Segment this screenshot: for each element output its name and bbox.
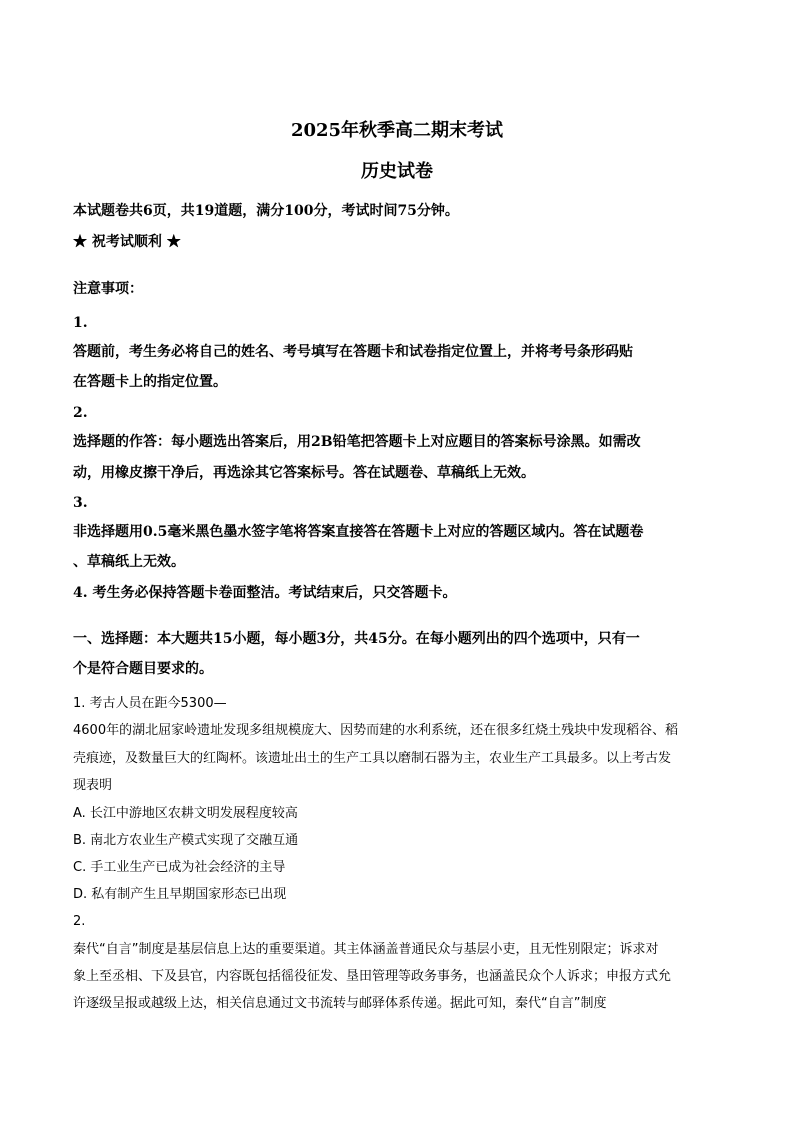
q1-option-a: A. 长江中游地区农耕文明发展程度较高: [73, 806, 298, 821]
notice-item2-line1: 选择题的作答：每小题选出答案后，用2B铅笔把答题卡上对应题目的答案标号涂黑。如需改: [73, 434, 641, 450]
notice-item1-line1: 答题前，考生务必将自己的姓名、考号填写在答题卡和试卷指定位置上，并将考号条形码贴: [73, 344, 633, 360]
section1-heading-line1: 一、选择题：本大题共15小题，每小题3分，共45分。在每小题列出的四个选项中，只有一: [73, 631, 640, 647]
q1-line4: 现表明: [73, 778, 113, 793]
notice-item1-number: 1.: [73, 315, 88, 331]
notice-item1-line2: 在答题卡上的指定位置。: [73, 374, 227, 390]
q2-line1: 秦代“自言”制度是基层信息上达的重要渠道。其主体涵盖普通民众与基层小吏，且无性别限定；诉求对: [73, 942, 659, 957]
intro-info: 本试题卷共6页，共19道题，满分100分，考试时间75分钟。: [73, 203, 459, 219]
notice-item3-line2: 、草稿纸上无效。: [73, 554, 185, 570]
q1-option-c: C. 手工业生产已成为社会经济的主导: [73, 860, 286, 875]
section1-heading-line2: 个是符合题目要求的。: [73, 661, 213, 677]
notice-item3-number: 3.: [73, 495, 88, 511]
intro-wish: ★ 祝考试顺利 ★: [73, 234, 181, 250]
q1-option-d: D. 私有制产生且早期国家形态已出现: [73, 887, 287, 902]
q2-line2: 象上至丞相、下及县官，内容既包括徭役征发、垦田管理等政务事务，也涵盖民众个人诉求；申报方式允: [73, 969, 672, 984]
q2-line3: 许逐级呈报或越级上达，相关信息通过文书流转与邮驿体系传递。据此可知，秦代“自言”制度: [73, 996, 607, 1011]
q1-line2: 4600年的湖北屈家岭遗址发现多组规模庞大、因势而建的水利系统，还在很多红烧土残块中发现稻谷、稻: [73, 723, 679, 738]
notice-item3-line1: 非选择题用0.5毫米黑色墨水签字笔将答案直接答在答题卡上对应的答题区域内。答在试题卷: [73, 524, 644, 540]
q1-line3: 壳痕迹，及数量巨大的红陶杯。该遗址出土的生产工具以磨制石器为主，农业生产工具最多。以上考古发: [73, 751, 672, 766]
exam-title: 2025年秋季高二期末考试: [290, 120, 504, 141]
exam-subject: 历史试卷: [361, 161, 433, 182]
notice-item2-number: 2.: [73, 405, 88, 421]
q2-number: 2.: [73, 914, 86, 929]
notice-heading: 注意事项：: [73, 281, 143, 297]
notice-item4: 4. 考生务必保持答题卡卷面整洁。考试结束后，只交答题卡。: [73, 585, 457, 601]
notice-item2-line2: 动，用橡皮擦干净后，再选涂其它答案标号。答在试题卷、草稿纸上无效。: [73, 465, 535, 481]
q1-option-b: B. 南北方农业生产模式实现了交融互通: [73, 833, 299, 848]
q1-line1: 1. 考古人员在距今5300—: [73, 696, 227, 711]
